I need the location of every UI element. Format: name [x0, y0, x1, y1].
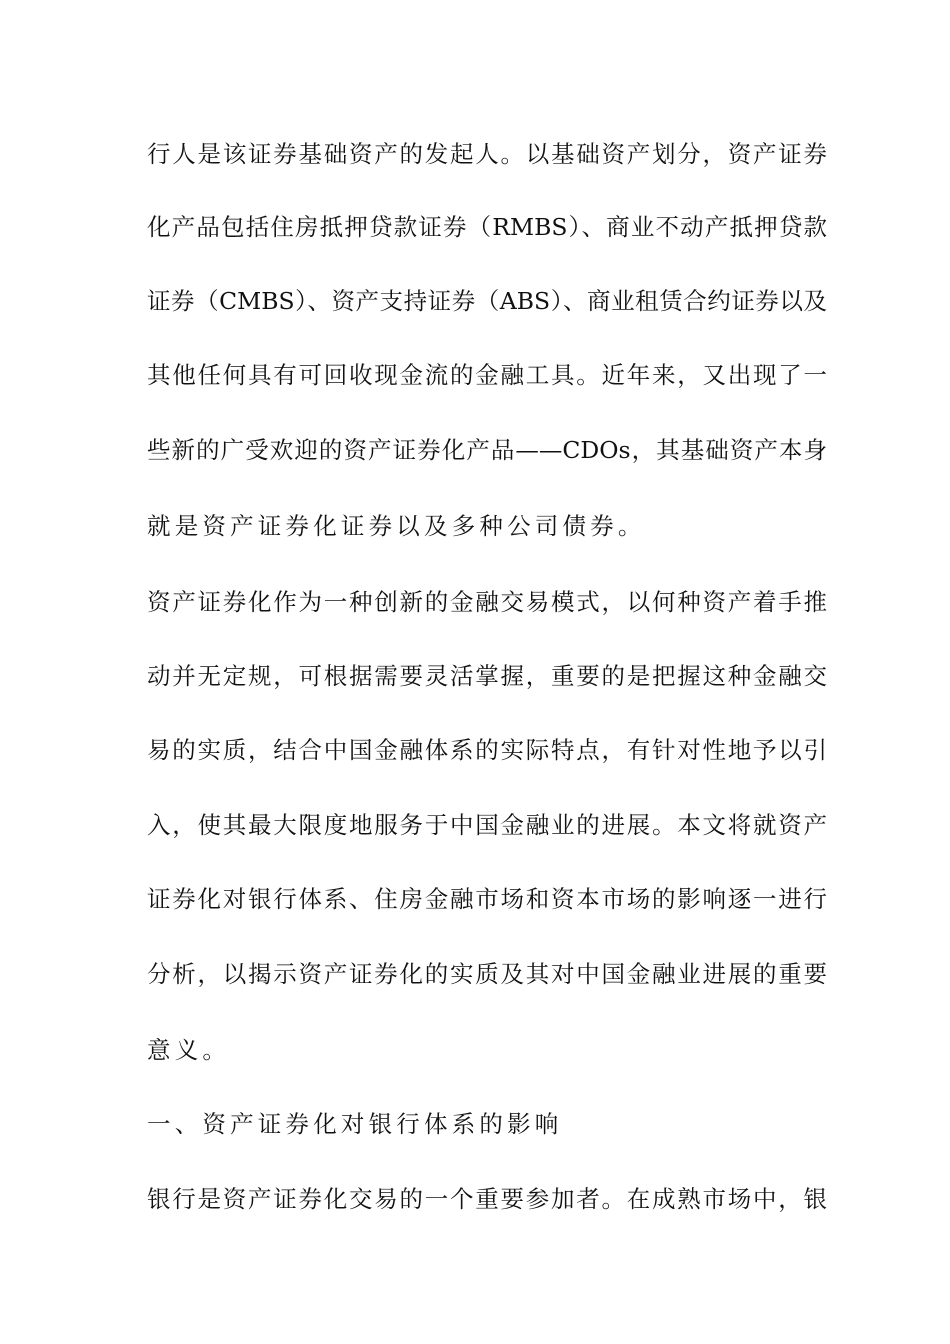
- paragraph-line: 其他任何具有可回收现金流的金融工具。近年来，又出现了一: [147, 361, 827, 389]
- paragraph-line: 易的实质，结合中国金融体系的实际特点，有针对性地予以引: [147, 736, 827, 764]
- paragraph-line: 就是资产证券化证券以及多种公司债券。: [147, 512, 646, 540]
- paragraph-line: 资产证券化作为一种创新的金融交易模式，以何种资产着手推: [147, 588, 827, 616]
- paragraph-line: 行人是该证券基础资产的发起人。以基础资产划分，资产证券: [147, 140, 827, 168]
- paragraph-line: 入，使其最大限度地服务于中国金融业的进展。本文将就资产: [147, 811, 827, 839]
- paragraph-line: 证券化对银行体系、住房金融市场和资本市场的影响逐一进行: [147, 885, 827, 913]
- paragraph-line: 些新的广受欢迎的资产证券化产品——CDOs，其基础资产本身: [147, 436, 827, 464]
- paragraph-line: 动并无定规，可根据需要灵活掌握，重要的是把握这种金融交: [147, 662, 827, 690]
- paragraph-line: 分析，以揭示资产证券化的实质及其对中国金融业进展的重要: [147, 960, 827, 988]
- paragraph-line: 意义。: [147, 1036, 231, 1064]
- paragraph-line: 银行是资产证券化交易的一个重要参加者。在成熟市场中，银: [147, 1185, 827, 1213]
- paragraph-line: 证券（CMBS）、资产支持证券（ABS）、商业租赁合约证券以及: [147, 287, 827, 315]
- paragraph-line: 化产品包括住房抵押贷款证券（RMBS）、商业不动产抵押贷款: [147, 213, 827, 241]
- section-heading: 一、资产证券化对银行体系的影响: [147, 1110, 563, 1138]
